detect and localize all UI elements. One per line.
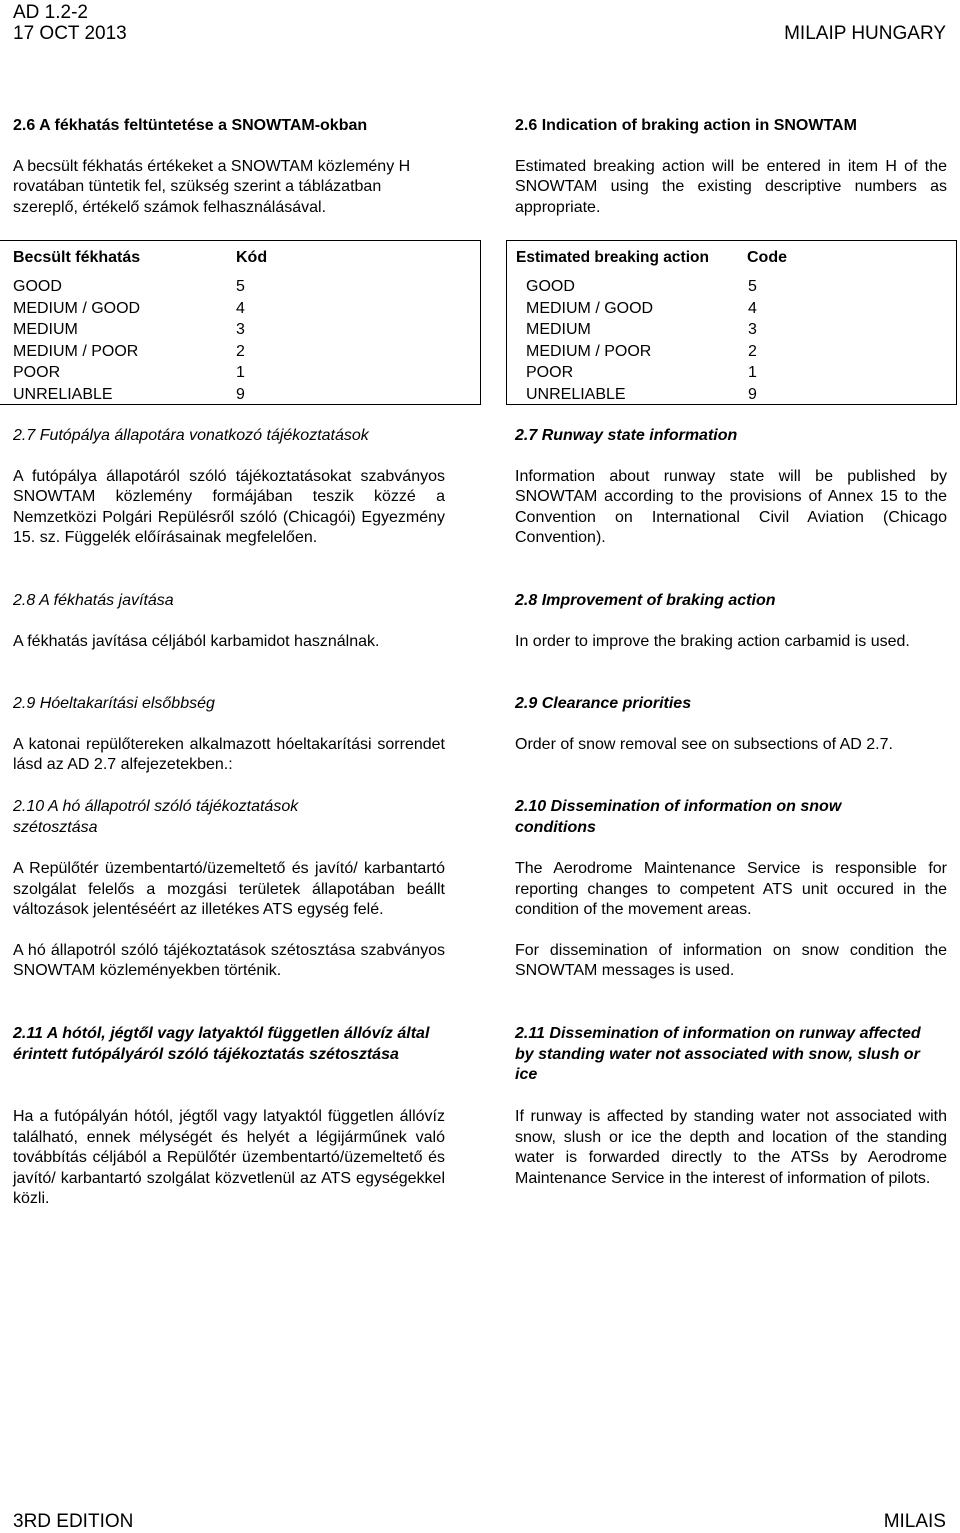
left-table-codes: 5 4 3 2 1 9 (236, 278, 245, 403)
left-s27-title: 2.7 Futópálya állapotára vonatkozó tájékoztatások (13, 427, 369, 444)
left-section-2-7 (13, 426, 445, 549)
left-section-2-10-title-wrap (13, 797, 373, 838)
right-s27-title: 2.7 Runway state information (515, 427, 738, 444)
left-s28-title: 2.8 A fékhatás javítása (13, 592, 174, 609)
right-section-2-8 (515, 591, 947, 652)
left-section-2-6 (13, 116, 445, 218)
left-s29-text: A katonai repülőtereken alkalmazott hóeltakarítási sorrendet lásd az AD 2.7 alfejezetekben.: (13, 735, 445, 774)
left-s211-title: 2.11 A hótól, jégtől vagy latyaktól független állóvíz által érintett futópályáról szóló tájékoztatás szétosztása (13, 1025, 430, 1063)
right-s211-title: 2.11 Dissemination of information on runway affected by standing water not associated with snow, slush or ice (515, 1025, 921, 1084)
right-s28-title: 2.8 Improvement of braking action (515, 592, 776, 609)
right-section-2-11 (515, 1107, 947, 1189)
publication-name: MILAIP HUNGARY (784, 23, 946, 44)
left-s26-text: A becsült fékhatás értékeket a SNOWTAM közlemény H rovatában tüntetik fel, szükség szerint a táblázatban szereplő, értékelő számok felhasználásával. (13, 157, 411, 216)
right-table-codes: 5 4 3 2 1 9 (748, 278, 757, 403)
right-table-row: GOOD MEDIUM / GOOD MEDIUM MEDIUM / POOR POOR UNRELIABLE (526, 278, 654, 403)
doc-reference: AD 1.2-2 (13, 2, 88, 23)
right-s210-text1: The Aerodrome Maintenance Service is responsible for reporting changes to competent ATS unit occured in the condition of the movement areas. (515, 860, 947, 919)
left-s210-text2: A hó állapotról szóló tájékoztatások szétosztása szabványos SNOWTAM közleményekben történik. (13, 941, 445, 980)
left-table-row: GOOD MEDIUM / GOOD MEDIUM MEDIUM / POOR POOR UNRELIABLE (13, 278, 141, 403)
left-table-header-action: Becsült fékhatás (13, 249, 141, 266)
right-s26-title: 2.6 Indication of braking action in SNOWTAM (515, 117, 857, 134)
edition-label: 3RD EDITION (13, 1511, 134, 1532)
left-braking-table (0, 240, 481, 405)
left-table-header-code: Kód (236, 249, 268, 266)
left-s211-text: Ha a futópályán hótól, jégtől vagy latyaktól független állóvíz található, ennek mélységét és helyét a légijárműnek való továbbítás céljából a Repülőtér üzembentartó/üzemeltető és javító/ karbantartó szolgálat közvetlenül az ATS egységekkel közli. (13, 1108, 445, 1208)
right-table-header-action: Estimated breaking action (516, 249, 709, 266)
left-section-2-8 (13, 591, 445, 652)
right-s26-text: Estimated breaking action will be entered in item H of the SNOWTAM using the existing descriptive numbers as appropriate. (515, 157, 947, 216)
left-s210-title: 2.10 A hó állapotról szóló tájékoztatások szétosztása (13, 798, 299, 836)
service-label: MILAIS (883, 1511, 946, 1532)
left-s29-title: 2.9 Hóeltakarítási elsőbbség (13, 695, 215, 712)
right-section-2-6 (515, 116, 947, 218)
right-s29-text: Order of snow removal see on subsections of AD 2.7. (515, 735, 893, 753)
left-s27-text: A futópálya állapotáról szóló tájékoztatásokat szabványos SNOWTAM közlemény formájában teszik közzé a Nemzetközi Polgári Repülésről szóló (Chicagói) Egyezmény 15. sz. Függelék előírásainak megfelelően. (13, 467, 445, 547)
right-s28-text: In order to improve the braking action carbamid is used. (515, 632, 910, 650)
left-s210-text1: A Repülőtér üzembentartó/üzemeltető és javító/ karbantartó szolgálat felelős a mozgási területek állapotában beállt változások jelentéséért az illetékes ATS egység felé. (13, 860, 445, 919)
right-s210-text2: For dissemination of information on snow condition the SNOWTAM messages is used. (515, 941, 947, 980)
right-section-2-10 (515, 859, 947, 982)
left-s28-text: A fékhatás javítása céljából karbamidot használnak. (13, 632, 380, 650)
right-s211-text: If runway is affected by standing water not associated with snow, slush or ice the depth and location of the standing water is forwarded directly to the ATSs by Aerodrome Maintenance Service in the interest of information of pilots. (515, 1108, 947, 1187)
right-section-2-9 (515, 694, 947, 755)
right-s27-text: Information about runway state will be published by SNOWTAM according to the provisions of Annex 15 to the Convention on International Civil Aviation (Chicago Convention). (515, 467, 947, 547)
right-section-2-10-title-wrap (515, 797, 895, 838)
left-section-2-9 (13, 694, 445, 776)
left-s26-title: 2.6 A fékhatás feltüntetése a SNOWTAM-okban (13, 117, 368, 134)
left-section-2-10 (13, 859, 445, 982)
left-section-2-11 (13, 1107, 445, 1210)
right-s210-title: 2.10 Dissemination of information on snow conditions (515, 798, 842, 836)
right-table-header-code: Code (747, 249, 787, 266)
right-s29-title: 2.9 Clearance priorities (515, 695, 692, 712)
left-section-2-11-title-wrap (13, 1024, 453, 1065)
right-section-2-7 (515, 426, 947, 549)
right-braking-table (506, 240, 957, 405)
publication-date: 17 OCT 2013 (13, 23, 127, 44)
right-section-2-11-title-wrap (515, 1024, 925, 1086)
